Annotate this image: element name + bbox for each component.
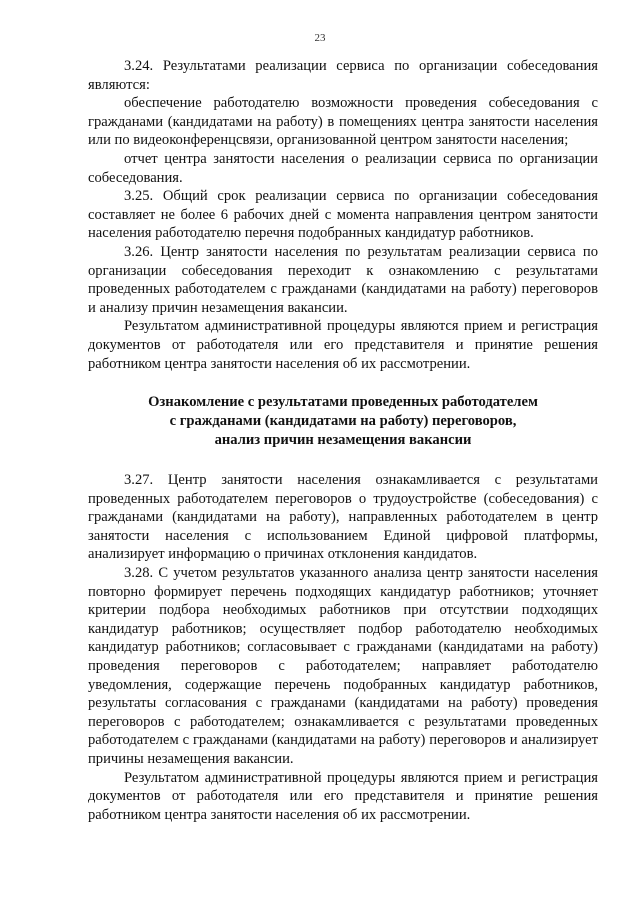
paragraph-procedure-result-1: Результатом административной процедуры являются прием и регистрация документов от работодателя или его представителя и принятие решения работником центра занятости населения об их рассмотрении. [88,318,598,372]
section-heading [88,393,598,450]
section-heading-line-1: Ознакомление с результатами проведенных работодателем [148,394,538,411]
paragraph-procedure-result-2: Результатом административной процедуры являются прием и регистрация документов от работодателя или его представителя и принятие решения работником центра занятости населения об их рассмотрении. [88,769,598,823]
page-number: 23 [314,32,326,44]
section-heading-line-2: с гражданами (кандидатами на работу) переговоров, [169,413,517,430]
paragraph-3-24-item-2: отчет центра занятости населения о реализации сервиса по организации собеседования. [88,150,598,186]
paragraph-3-27: 3.27. Центр занятости населения ознакамливается с результатами проведенных работодателем переговоров о трудоустройстве (собеседования) с гражданами (кандидатами на работу), направленных работодателем в центр занятости населения с использованием Единой цифровой платформы, анализирует информацию о причинах отклонения кандидатов. [88,472,598,563]
paragraph-3-24-item-1: обеспечение работодателю возможности проведения собеседования с гражданами (кандидатами на работу) в помещениях центра занятости населения или по видеоконференцсвязи, организованной центром занятости населения; [88,95,598,149]
paragraph-3-24: 3.24. Результатами реализации сервиса по организации собеседования являются: [88,58,598,93]
paragraph-3-28: 3.28. С учетом результатов указанного анализа центр занятости населения повторно формирует перечень подходящих кандидатур работников; уточняет критерии подбора необходимых работников при отсутствии подходящих кандидатур работников; осуществляет подбор работодателю необходимых кандидатур работников; согласовывает с гражданами (кандидатами на работу) проведения переговоров с работодателем; направляет работодателю уведомления, содержащие перечень подобранных кандидатур работников, результаты согласования с гражданами (кандидатами на работу) проведения переговоров с работодателем; ознакамливается с результатами проведенных работодателем с гражданами (кандидатами на работу) переговоров и анализирует причины незамещения вакансии. [88,565,598,767]
paragraph-3-25: 3.25. Общий срок реализации сервиса по организации собеседования составляет не более 6 рабочих дней с момента направления центром занятости населения работодателю перечня подобранных кандидатур работников. [88,188,598,242]
section-heading-line-3: анализ причин незамещения вакансии [214,432,472,449]
document-body [88,57,598,824]
paragraph-3-26: 3.26. Центр занятости населения по результатам реализации сервиса по организации собеседования переходит к ознакомлению с результатами проведенных работодателем с гражданами (кандидатами на работу) переговоров и анализу причин незамещения вакансии. [88,243,598,316]
